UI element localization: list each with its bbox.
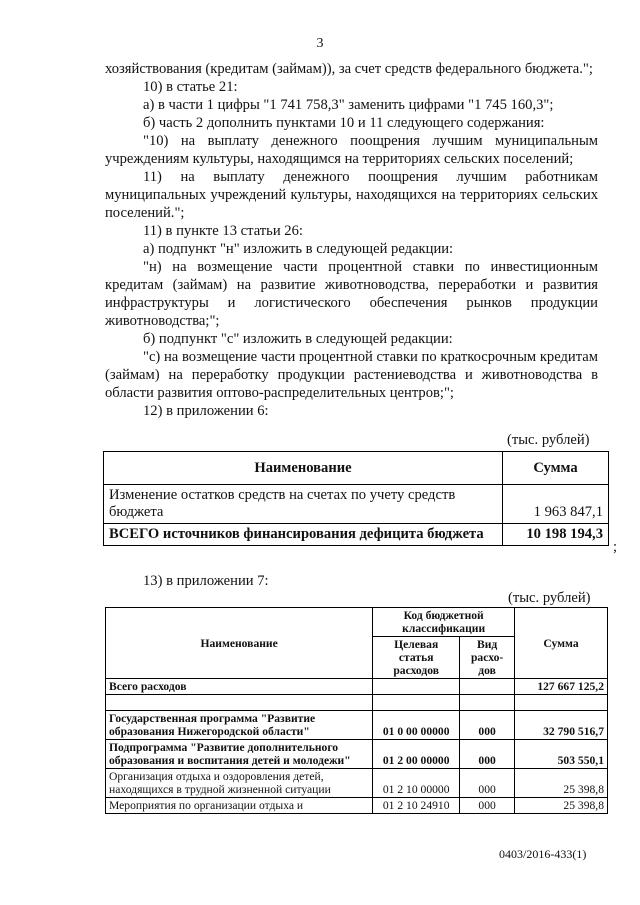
paragraph: 12) в приложении 6: (143, 403, 269, 419)
col-code-header: Код бюджетной классификации (373, 608, 515, 637)
row-sum: 25 398,8 (515, 769, 608, 798)
unit-label: (тыс. рублей) (508, 590, 591, 606)
col-name-header: Наименование (104, 452, 503, 485)
trailing-semicolon: ; (613, 539, 618, 555)
row-type: 000 (460, 711, 515, 740)
paragraph: "с) на возмещение части процентной ставки по краткосрочным кредитам (займам) на переработку продукции растениеводства и животноводства в области развития оптово-распределительных центров;"; (105, 349, 598, 401)
row-sum: 32 790 516,7 (515, 711, 608, 740)
document-code: 0403/2016-433(1) (499, 847, 587, 861)
body-text (105, 60, 598, 420)
col-name-header: Наименование (106, 608, 373, 679)
table-header-row (104, 452, 609, 485)
table-header-row (106, 608, 608, 637)
appendix6-table (103, 451, 609, 546)
row-name: Подпрограмма "Развитие дополнительного образования и воспитания детей и молодежи" (106, 740, 373, 769)
row-name: ВСЕГО источников финансирования дефицита бюджета (104, 524, 503, 546)
paragraph: 11) на выплату денежного поощрения лучшим работникам муниципальных учреждений культуры, находящихся на территориях сельских поселений."; (105, 169, 598, 221)
row-target: 01 0 00 00000 (373, 711, 460, 740)
paragraph: а) в части 1 цифры "1 741 758,3" заменить цифрами "1 745 160,3"; (143, 97, 554, 113)
row-type: 000 (460, 798, 515, 814)
paragraph: б) часть 2 дополнить пунктами 10 и 11 следующего содержания: (143, 115, 545, 131)
row-target: 01 2 10 24910 (373, 798, 460, 814)
row-name: Организация отдыха и оздоровления детей, находящихся в трудной жизненной ситуации (106, 769, 373, 798)
table-row (106, 798, 608, 814)
paragraph: а) подпункт "н" изложить в следующей редакции: (143, 241, 454, 257)
row-target: 01 2 00 00000 (373, 740, 460, 769)
table-row (106, 679, 608, 695)
col-target-header: Целевая статья расходов (373, 637, 460, 679)
row-name: Государственная программа "Развитие образования Нижегородской области" (106, 711, 373, 740)
table-row (106, 740, 608, 769)
row-sum: 25 398,8 (515, 798, 608, 814)
row-name: Мероприятия по организации отдыха и (106, 798, 373, 814)
col-sum-header: Сумма (515, 608, 608, 679)
paragraph: 10) в статье 21: (143, 79, 238, 95)
appendix7-table (105, 607, 608, 814)
col-type-header: Вид расхо-дов (460, 637, 515, 679)
row-type: 000 (460, 769, 515, 798)
row-name: Всего расходов (106, 679, 373, 695)
paragraph: хозяйствования (кредитам (займам)), за счет средств федерального бюджета."; (105, 61, 593, 77)
col-sum-header: Сумма (503, 452, 609, 485)
row-type (460, 679, 515, 695)
row-sum: 10 198 194,3 (503, 524, 609, 546)
table-row (104, 485, 609, 524)
table-row (106, 769, 608, 798)
row-sum: 503 550,1 (515, 740, 608, 769)
row-sum: 127 667 125,2 (515, 679, 608, 695)
table-spacer-row (106, 695, 608, 711)
paragraph: "10) на выплату денежного поощрения лучшим муниципальным учреждениям культуры, находящимся на территориях сельских поселений; (105, 133, 598, 167)
paragraph: "н) на возмещение части процентной ставки по инвестиционным кредитам (займам) на развитие животноводства, переработки и развития инфраструктуры и логистического обеспечения рынков продукции животноводства;"; (105, 259, 598, 329)
row-target (373, 679, 460, 695)
paragraph: б) подпункт "с" изложить в следующей редакции: (143, 331, 453, 347)
page-number: 3 (316, 36, 324, 51)
table-row (106, 711, 608, 740)
paragraph: 13) в приложении 7: (143, 573, 269, 589)
row-sum: 1 963 847,1 (503, 485, 609, 524)
unit-label: (тыс. рублей) (507, 432, 590, 448)
row-type: 000 (460, 740, 515, 769)
row-target: 01 2 10 00000 (373, 769, 460, 798)
paragraph: 11) в пункте 13 статьи 26: (143, 223, 303, 239)
row-name: Изменение остатков средств на счетах по учету средств бюджета (104, 485, 503, 524)
table-row (104, 524, 609, 546)
